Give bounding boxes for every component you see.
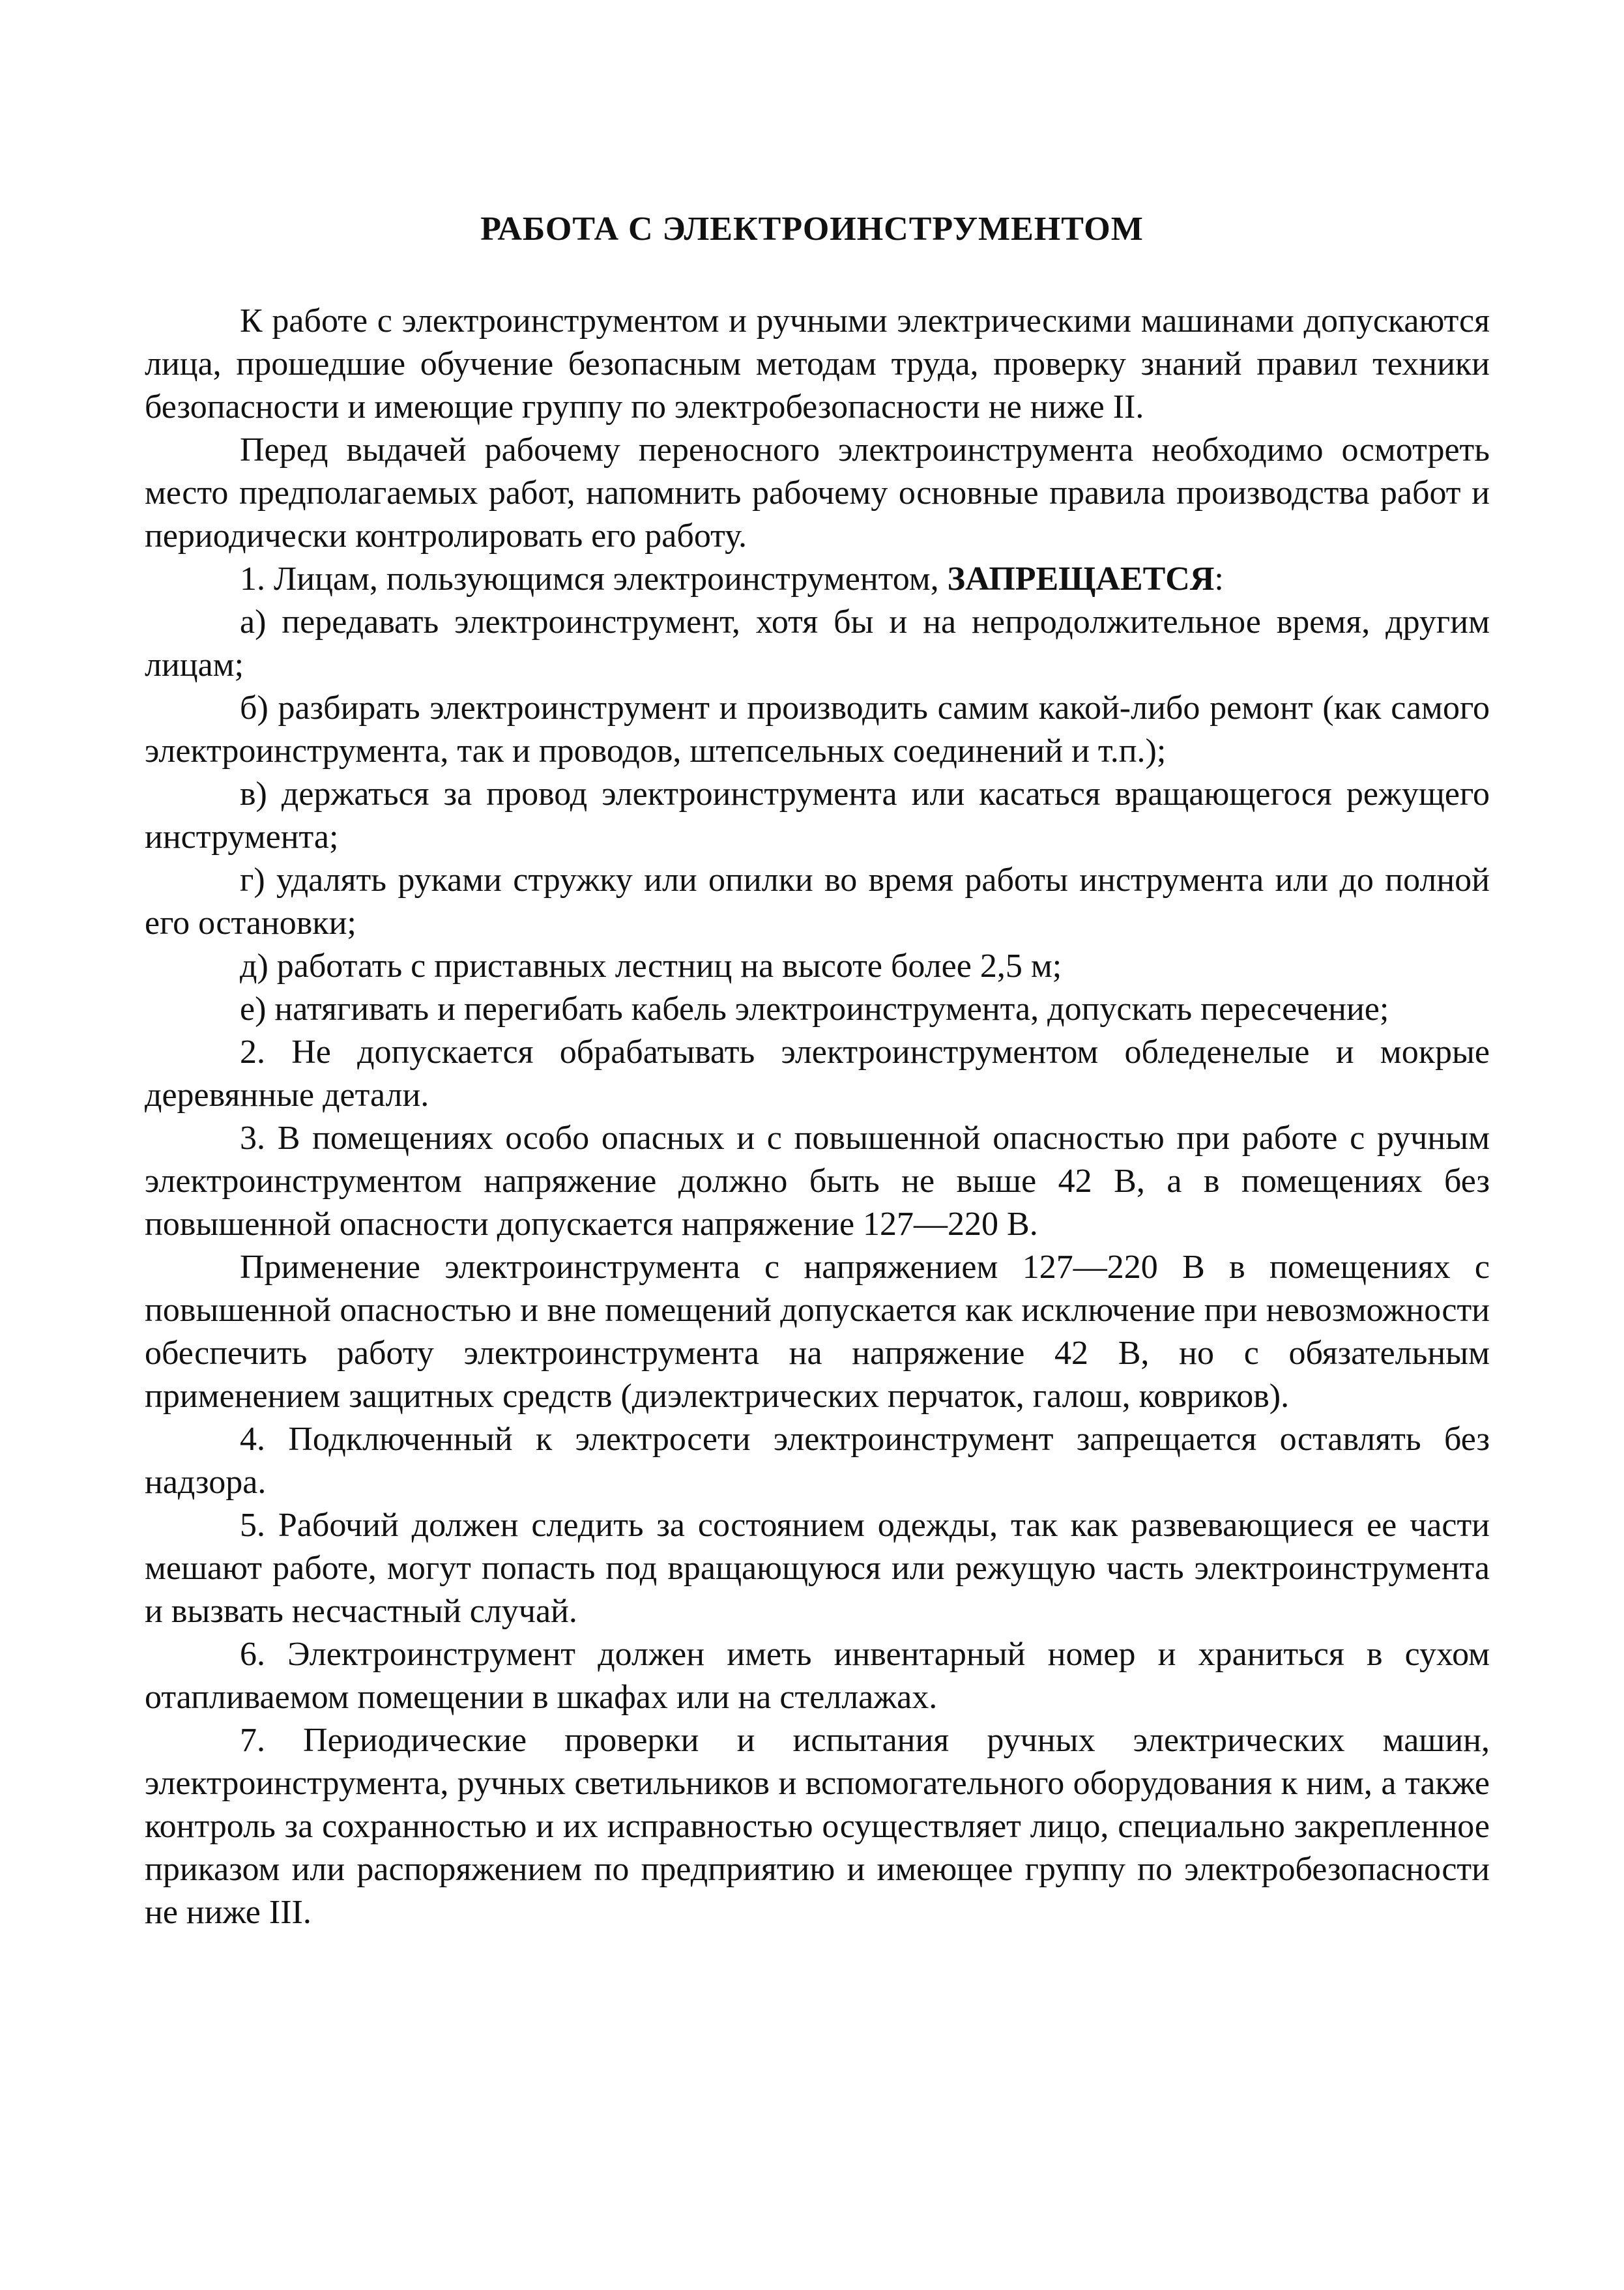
rule-1-colon: :: [1214, 560, 1224, 598]
prohibition-v: в) держаться за провод электроинструмента или касаться вращающегося режущего инструмента;: [145, 775, 1490, 856]
prohibition-g: г) удалять руками стружку или опилки во время работы инструмента или до полной его остановки;: [145, 862, 1490, 942]
rule-5: 5. Рабочий должен следить за состоянием одежды, так как развевающиеся ее части мешают работе, могут попасть под вращающуюся или режущую часть электроинструмента и вызвать несчастный случай.: [145, 1507, 1490, 1630]
page-title: РАБОТА С ЭЛЕКТРОИНСТРУМЕНТОМ: [480, 210, 1144, 248]
rule-1: [145, 558, 1490, 601]
paragraph-inspection: Перед выдачей рабочему переносного электроинструмента необходимо осмотреть место предполагаемых работ, напомнить рабочему основные правила производства работ и периодически контролировать его работу.: [145, 431, 1490, 555]
rule-6: 6. Электроинструмент должен иметь инвентарный номер и храниться в сухом отапливаемом помещении в шкафах или на стеллажах.: [145, 1636, 1490, 1716]
rule-7: 7. Периодические проверки и испытания ручных электрических машин, электроинструмента, ручных светильников и вспомогательного оборудования к ним, а также контроль за сохранностью и их исправностью осуществляет лицо, специально закрепленное приказом или распоряжением по предприятию и имеющее группу по электробезопасности не ниже III.: [145, 1722, 1490, 1931]
paragraph-intro: К работе с электроинструментом и ручными электрическими машинами допускаются лица, прошедшие обучение безопасным методам труда, проверку знаний правил техники безопасности и имеющие группу по электробезопасности не ниже II.: [145, 302, 1490, 426]
rule-2: 2. Не допускается обрабатывать электроинструментом обледенелые и мокрые деревянные детали.: [145, 1034, 1490, 1114]
prohibition-e: е) натягивать и перегибать кабель электроинструмента, допускать пересечение;: [240, 991, 1389, 1028]
document-body: [145, 300, 1490, 1934]
rule-3-exception: Применение электроинструмента с напряжением 127—220 В в помещениях с повышенной опасностью и вне помещений допускается как исключение при невозможности обеспечить работу электроинструмента на напряжение 42 В, но с обязательным применением защитных средств (диэлектрических перчаток, галош, ковриков).: [145, 1249, 1490, 1415]
prohibition-a: а) передавать электроинструмент, хотя бы и на непродолжительное время, другим лицам;: [145, 603, 1490, 684]
rule-1-emphasis: ЗАПРЕЩАЕТСЯ: [947, 560, 1215, 598]
rule-4: 4. Подключенный к электросети электроинструмент запрещается оставлять без надзора.: [145, 1421, 1490, 1501]
rule-3: 3. В помещениях особо опасных и с повышенной опасностью при работе с ручным электроинструментом напряжение должно быть не выше 42 В, а в помещениях без повышенной опасности допускается напряжение 127—220 В.: [145, 1120, 1490, 1243]
rule-1-text: 1. Лицам, пользующимся электроинструментом,: [240, 560, 948, 598]
prohibition-b: б) разбирать электроинструмент и производить самим какой-либо ремонт (как самого электроинструмента, так и проводов, штепсельных соединений и т.п.);: [145, 689, 1490, 770]
prohibition-d: д) работать с приставных лестниц на высоте более 2,5 м;: [240, 948, 1062, 985]
